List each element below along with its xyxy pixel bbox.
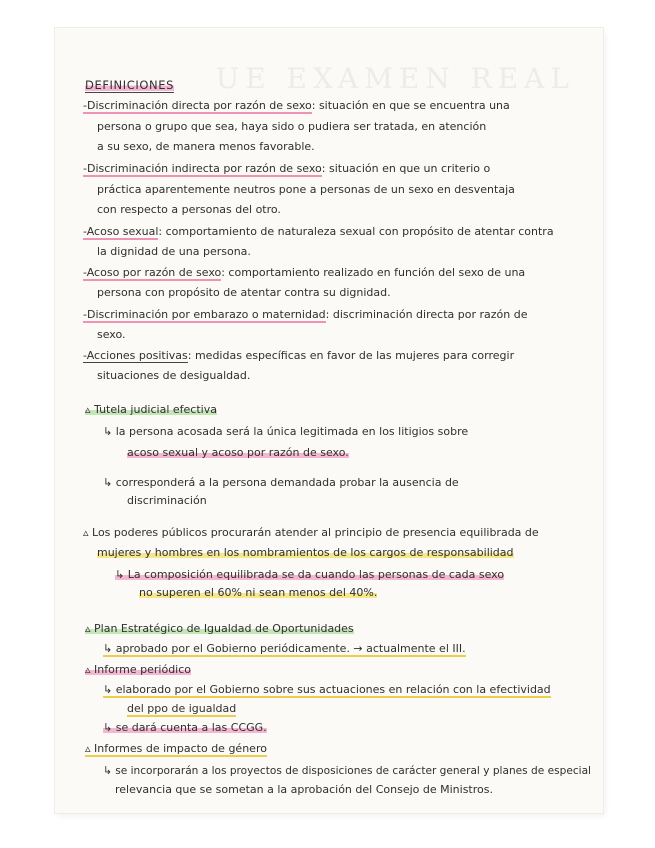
plan-item: ↳ aprobado por el Gobierno periódicamente. → actualmente el III. bbox=[103, 642, 466, 655]
definition-discriminacion-embarazo: -Discriminación por embarazo o maternidad: discriminación directa por razón de bbox=[83, 308, 528, 321]
definition-acoso-razon-sexo: -Acoso por razón de sexo: comportamiento realizado en función del sexo de una bbox=[83, 266, 526, 279]
poderes-item: ↳ La composición equilibrada se da cuando las personas de cada sexo bbox=[115, 568, 505, 581]
section-plan-heading: ▵ Plan Estratégico de Igualdad de Oportunidades bbox=[85, 622, 354, 635]
definition-line: persona o grupo que sea, haya sido o pudiera ser tratada, en atención bbox=[97, 120, 487, 133]
poderes-item-continued: no superen el 60% ni sean menos del 40%. bbox=[139, 586, 378, 599]
poderes-continued: mujeres y hombres en los nombramientos de los cargos de responsabilidad bbox=[97, 546, 514, 559]
section-informe-periodico-heading: ▵ Informe periódico bbox=[85, 663, 192, 676]
tutela-item-continued: discriminación bbox=[127, 494, 207, 507]
informe-periodico-item: ↳ elaborado por el Gobierno sobre sus actuaciones en relación con la efectividad bbox=[103, 683, 551, 696]
notebook-page bbox=[55, 28, 603, 813]
section-informes-impacto-heading: ▵ Informes de impacto de género bbox=[85, 742, 267, 755]
definition-discriminacion-directa: -Discriminación directa por razón de sexo: situación en que se encuentra una bbox=[83, 99, 510, 112]
page-title: DEFINICIONES bbox=[85, 78, 174, 92]
informes-impacto-item-continued: relevancia que se sometan a la aprobación del Consejo de Ministros. bbox=[115, 783, 493, 796]
definition-discriminacion-indirecta: -Discriminación indirecta por razón de sexo: situación en que un criterio o bbox=[83, 162, 491, 175]
definition-acoso-sexual: -Acoso sexual: comportamiento de naturaleza sexual con propósito de atentar contra bbox=[83, 225, 554, 238]
definition-line: sexo. bbox=[97, 328, 126, 341]
section-tutela-heading: ▵ Tutela judicial efectiva bbox=[85, 403, 217, 416]
definition-line: persona con propósito de atentar contra su dignidad. bbox=[97, 286, 391, 299]
definition-line: con respecto a personas del otro. bbox=[97, 203, 281, 216]
informes-impacto-item: ↳ se incorporarán a los proyectos de disposiciones de carácter general y planes de especial bbox=[103, 764, 592, 777]
tutela-item: ↳ corresponderá a la persona demandada probar la ausencia de bbox=[103, 476, 459, 489]
tutela-item: ↳ la persona acosada será la única legitimada en los litigios sobre bbox=[103, 425, 469, 438]
definition-line: práctica aparentemente neutros pone a personas de un sexo en desventaja bbox=[97, 183, 515, 196]
section-poderes-publicos: ▵ Los poderes públicos procurarán atender al principio de presencia equilibrada de bbox=[83, 526, 539, 539]
tutela-item-continued: acoso sexual y acoso por razón de sexo. bbox=[127, 446, 349, 459]
definition-line: la dignidad de una persona. bbox=[97, 245, 251, 258]
informe-periodico-item-continued: del ppo de igualdad bbox=[127, 702, 237, 715]
definition-line: a su sexo, de manera menos favorable. bbox=[97, 140, 315, 153]
definition-line: situaciones de desigualdad. bbox=[97, 369, 251, 382]
informe-periodico-item: ↳ se dará cuenta a las CCGG. bbox=[103, 721, 267, 734]
definition-acciones-positivas: -Acciones positivas: medidas específicas en favor de las mujeres para corregir bbox=[83, 349, 515, 362]
bleed-through-heading: UE EXAMEN REAL bbox=[215, 62, 575, 95]
